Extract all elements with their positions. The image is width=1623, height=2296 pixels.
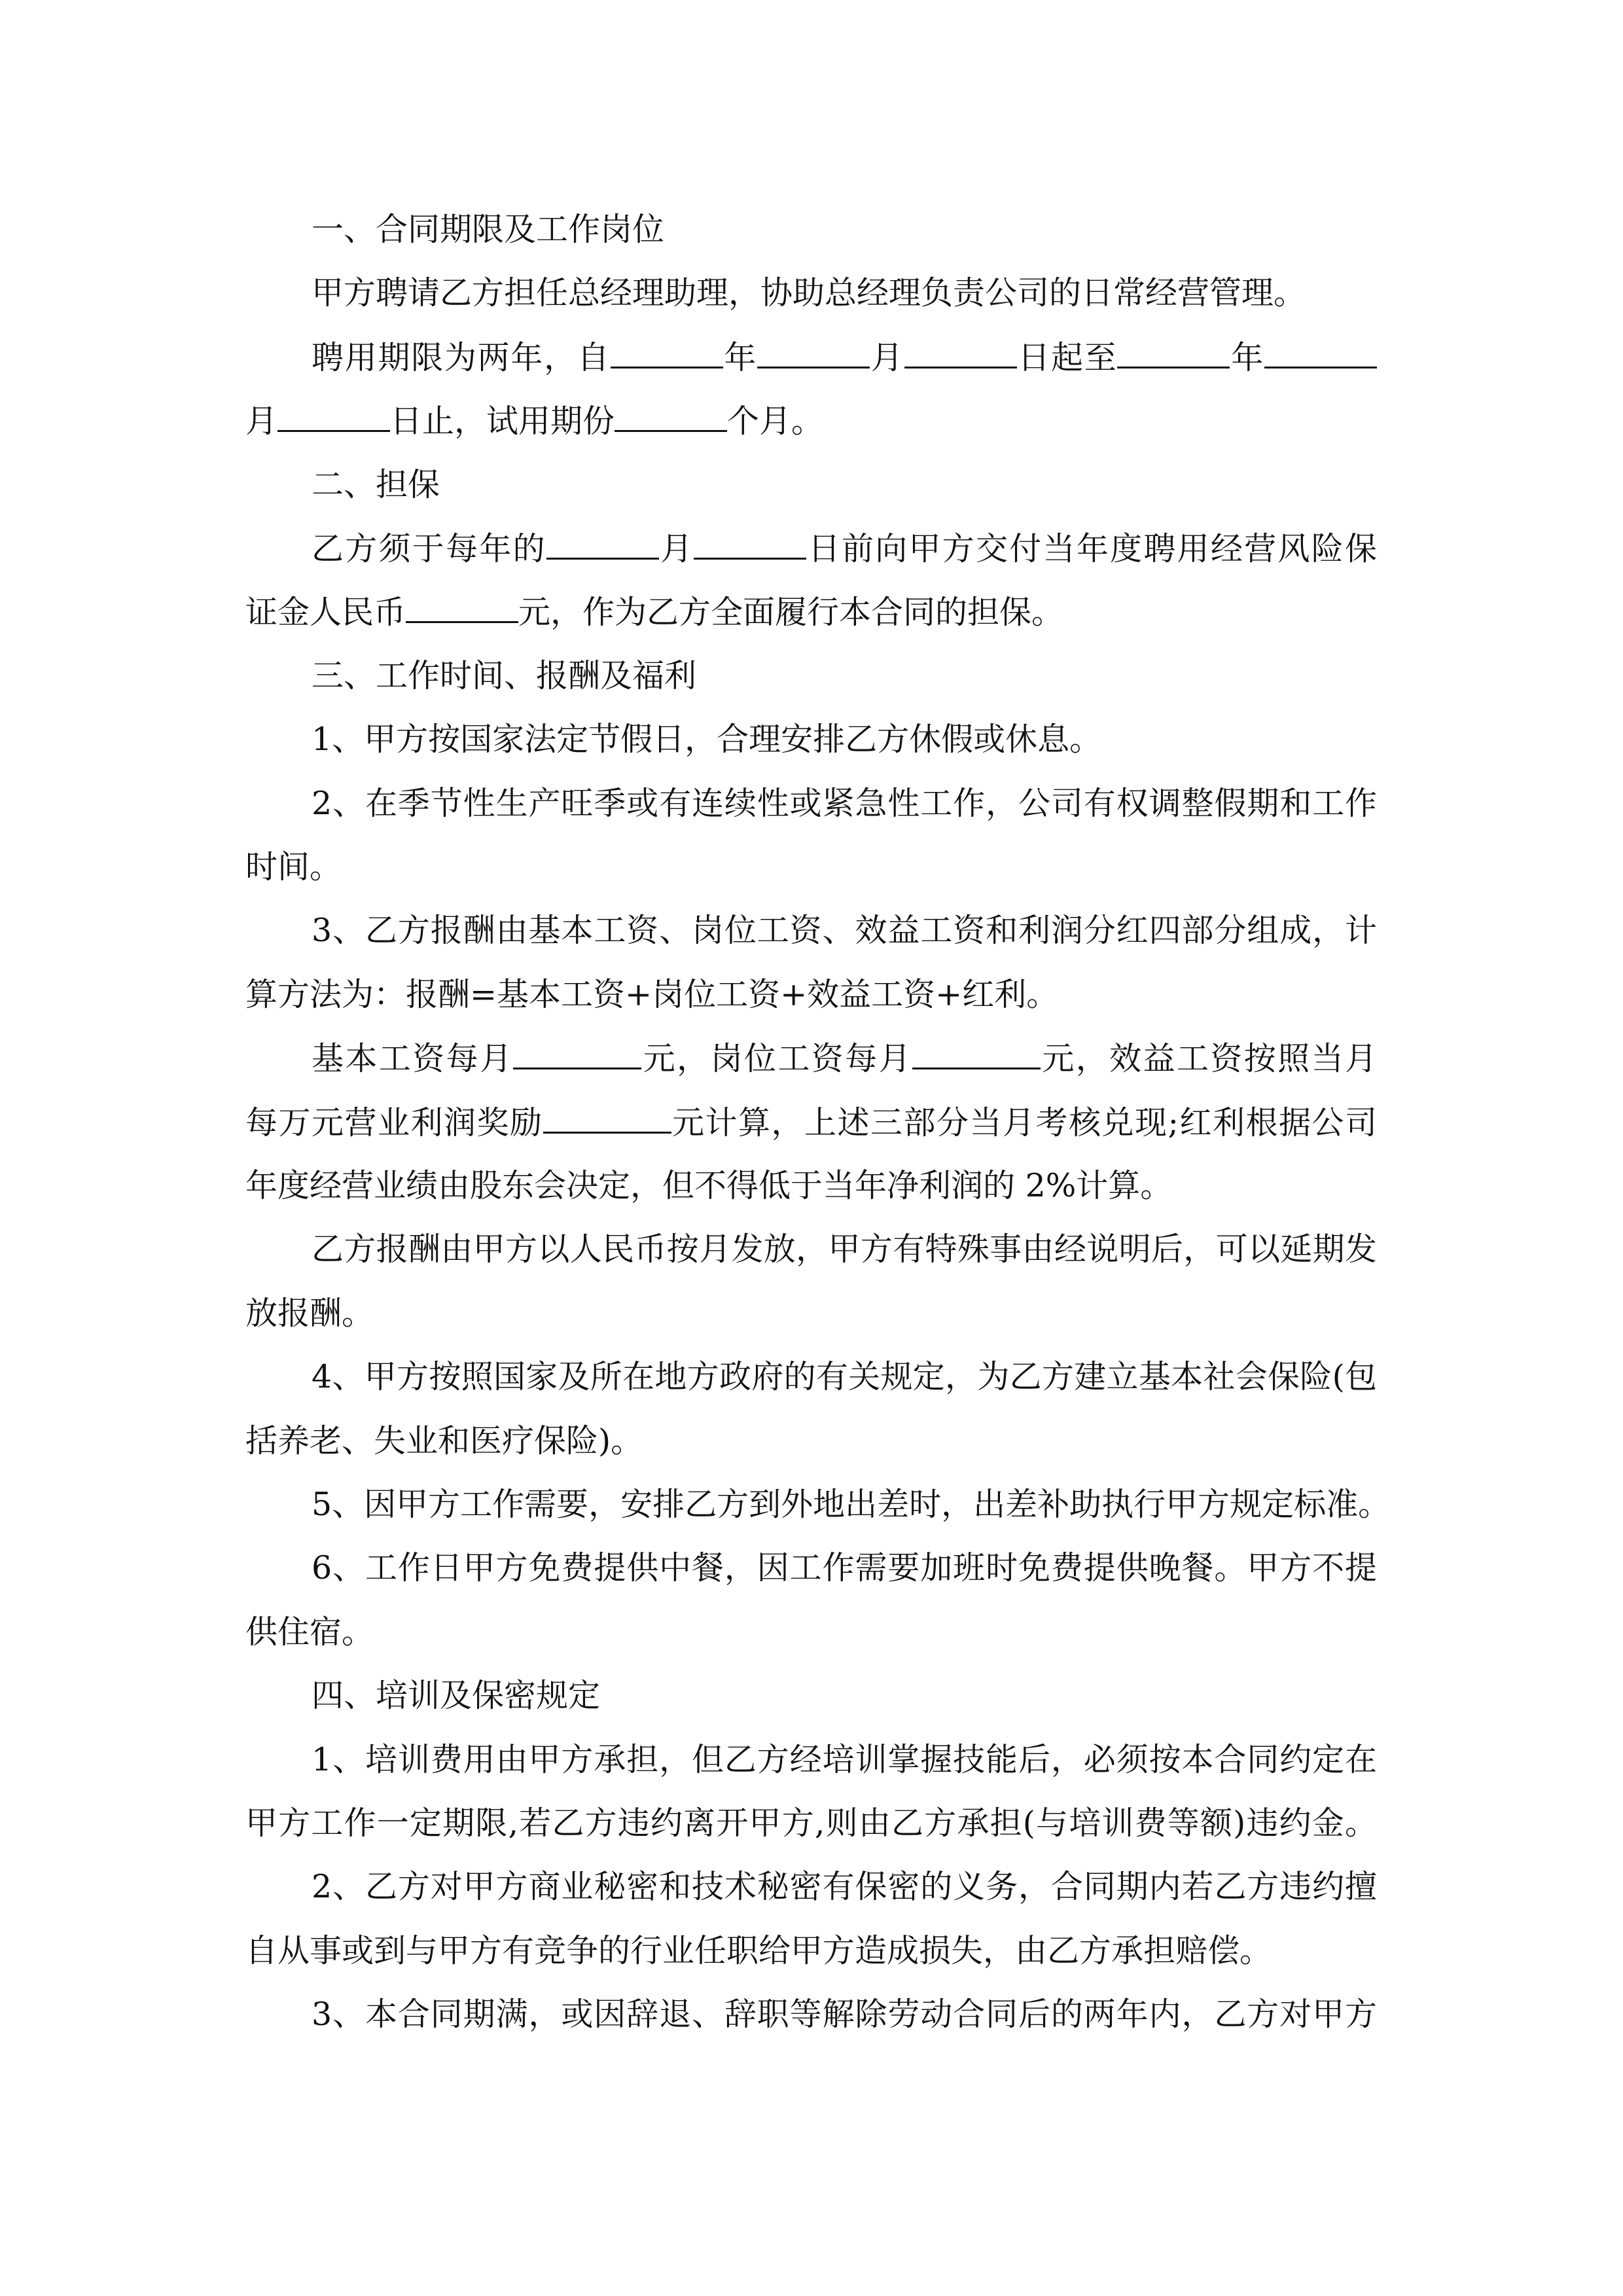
text-segment: 元，效益工资按照当月 bbox=[1040, 1040, 1377, 1078]
text-segment: 元，作为乙方全面履行本合同的担保。 bbox=[518, 594, 1064, 632]
text-line bbox=[245, 1740, 1377, 1780]
text-segment: 日前向甲方交付当年度聘用经营风险保 bbox=[806, 530, 1377, 567]
text-segment: 聘用期限为两年，自 bbox=[312, 338, 611, 376]
text-line bbox=[245, 911, 1377, 950]
text-line bbox=[245, 465, 1377, 505]
text-line bbox=[245, 784, 1377, 823]
text-line bbox=[245, 720, 1377, 759]
text-segment: 放报酬。 bbox=[245, 1294, 374, 1332]
text-segment: 一、合同期限及工作岗位 bbox=[312, 211, 665, 248]
fill-in-blank[interactable] bbox=[611, 338, 723, 368]
text-line bbox=[245, 1804, 1377, 1843]
text-segment: 证金人民币 bbox=[245, 594, 406, 632]
text-line bbox=[245, 1931, 1377, 1971]
text-line bbox=[245, 1422, 1377, 1461]
text-line bbox=[245, 1039, 1377, 1078]
fill-in-blank[interactable] bbox=[694, 529, 806, 560]
fill-in-blank[interactable] bbox=[406, 592, 518, 623]
text-segment: 1、培训费用由甲方承担，但乙方经培训掌握技能后，必须按本合同约定在 bbox=[312, 1740, 1377, 1778]
fill-in-blank[interactable] bbox=[513, 1039, 641, 1069]
text-line bbox=[245, 529, 1377, 568]
text-segment: 日止，试用期份 bbox=[390, 403, 615, 440]
text-line bbox=[245, 401, 1377, 440]
text-line bbox=[245, 1230, 1377, 1269]
text-segment: 时间。 bbox=[245, 848, 342, 886]
text-segment: 二、担保 bbox=[312, 465, 440, 503]
text-line bbox=[245, 975, 1377, 1014]
text-segment: 自从事或到与甲方有竞争的行业任职给甲方造成损失，由乙方承担赔偿。 bbox=[245, 1931, 1272, 1969]
text-segment: 年 bbox=[722, 338, 758, 376]
text-line bbox=[245, 1867, 1377, 1907]
text-segment: 3、乙方报酬由基本工资、岗位工资、效益工资和利润分红四部分组成，计 bbox=[312, 912, 1377, 950]
text-segment: 2、在季节性生产旺季或有连续性或紧急性工作，公司有权调整假期和工作 bbox=[312, 784, 1377, 822]
text-line bbox=[245, 592, 1377, 632]
text-segment: 年 bbox=[1230, 338, 1264, 376]
text-line bbox=[245, 1613, 1377, 1652]
text-segment: 算方法为：报酬=基本工资+岗位工资+效益工资+红利。 bbox=[245, 975, 1059, 1013]
fill-in-blank[interactable] bbox=[912, 1039, 1041, 1069]
text-segment: 甲方工作一定期限,若乙方违约离开甲方,则由乙方承担(与培训费等额)违约金。 bbox=[245, 1804, 1377, 1842]
text-segment: 每万元营业利润奖励 bbox=[245, 1103, 543, 1141]
text-segment: 6、工作日甲方免费提供中餐，因工作需要加班时免费提供晚餐。甲方不提 bbox=[312, 1549, 1377, 1587]
text-line bbox=[245, 1485, 1391, 1524]
text-line bbox=[245, 1166, 1377, 1206]
text-segment: 个月。 bbox=[727, 403, 824, 440]
text-line bbox=[245, 1549, 1377, 1588]
text-segment: 5、因甲方工作需要，安排乙方到外地出差时，出差补助执行甲方规定标准。 bbox=[312, 1486, 1391, 1523]
text-segment: 年度经营业绩由股东会决定，但不得低于当年净利润的 2%计算。 bbox=[245, 1167, 1173, 1204]
fill-in-blank[interactable] bbox=[277, 401, 390, 432]
text-segment: 4、甲方按照国家及所在地方政府的有关规定，为乙方建立基本社会保险(包 bbox=[312, 1358, 1377, 1396]
text-segment: 3、本合同期满，或因辞退、辞职等解除劳动合同后的两年内，乙方对甲方 bbox=[312, 1996, 1377, 2034]
text-segment: 元计算，上述三部分当月考核兑现;红利根据公司 bbox=[671, 1103, 1377, 1141]
text-line bbox=[245, 274, 1377, 313]
fill-in-blank[interactable] bbox=[615, 401, 727, 432]
text-line bbox=[245, 1294, 1377, 1333]
text-line bbox=[245, 338, 1377, 377]
text-segment: 1、甲方按国家法定节假日，合理安排乙方休假或休息。 bbox=[312, 721, 1102, 759]
text-line bbox=[245, 1357, 1377, 1397]
fill-in-blank[interactable] bbox=[546, 529, 659, 560]
text-segment: 月 bbox=[245, 403, 278, 440]
fill-in-blank[interactable] bbox=[757, 338, 870, 368]
fill-in-blank[interactable] bbox=[543, 1103, 671, 1134]
text-segment: 供住宿。 bbox=[245, 1613, 374, 1651]
text-segment: 元，岗位工资每月 bbox=[641, 1040, 912, 1078]
text-segment: 四、培训及保密规定 bbox=[312, 1677, 601, 1715]
text-segment: 乙方须于每年的 bbox=[312, 530, 546, 567]
text-line bbox=[245, 1103, 1377, 1142]
text-line bbox=[245, 1995, 1377, 2034]
fill-in-blank[interactable] bbox=[1117, 338, 1230, 368]
text-line bbox=[245, 1676, 1377, 1715]
text-segment: 乙方报酬由甲方以人民币按月发放，甲方有特殊事由经说明后，可以延期发 bbox=[312, 1230, 1377, 1268]
text-segment: 基本工资每月 bbox=[312, 1040, 514, 1078]
text-segment: 日起至 bbox=[1016, 338, 1118, 376]
fill-in-blank[interactable] bbox=[904, 338, 1017, 368]
text-segment: 月 bbox=[658, 530, 694, 567]
text-line bbox=[245, 210, 1377, 249]
text-segment: 月 bbox=[870, 338, 904, 376]
fill-in-blank[interactable] bbox=[1264, 338, 1377, 368]
text-segment: 三、工作时间、报酬及福利 bbox=[312, 656, 697, 694]
text-segment: 2、乙方对甲方商业秘密和技术秘密有保密的义务，合同期内若乙方违约擅 bbox=[312, 1868, 1377, 1906]
text-segment: 括养老、失业和医疗保险)。 bbox=[245, 1422, 643, 1460]
text-line bbox=[245, 848, 1377, 887]
text-line bbox=[245, 656, 1377, 696]
text-segment: 甲方聘请乙方担任总经理助理，协助总经理负责公司的日常经营管理。 bbox=[312, 274, 1306, 312]
